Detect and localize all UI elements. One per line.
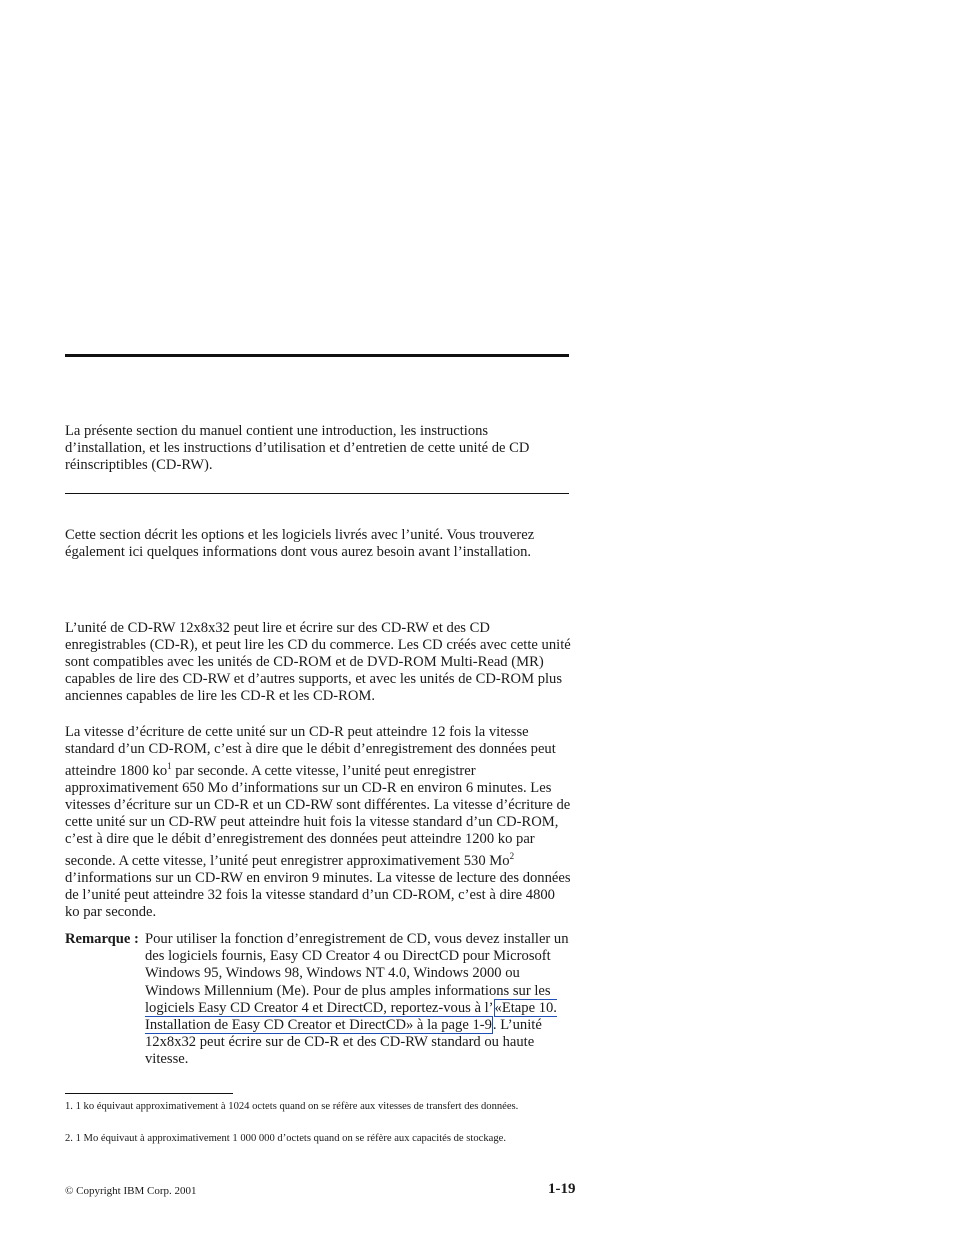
footnote-2: 2. 1 Mo équivaut à approximativement 1 000 000 d’octets quand on se réfère aux capacités de stockage. [65, 1133, 506, 1144]
footnote-1: 1. 1 ko équivaut approximativement à 1024 octets quand on se réfère aux vitesses de transfert des données. [65, 1101, 519, 1112]
write-speed-paragraph [65, 724, 571, 921]
drive-description-paragraph: L’unité de CD-RW 12x8x32 peut lire et écrire sur des CD-RW et des CD enregistrables (CD-R), et peut lire les CD du commerce. Les CD créés avec cette unité sont compatibles avec les unités de CD-ROM et de DVD-ROM Multi-Read (MR) capables de lire des CD-RW et d’autres supports, et avec les unités de CD-ROM plus anciennes capables de lire les CD-R et les CD-ROM. [65, 620, 571, 704]
section-intro-paragraph: Cette section décrit les options et les logiciels livrés avec l’unité. Vous trouverez également ici quelques informations dont vous aurez besoin avant l’installation. [65, 527, 535, 560]
write-speed-text-1: La vitesse d’écriture de cette unité sur un CD-R peut atteindre 12 fois la vitesse standard d’un CD-ROM, c’est à dire que le débit d’enregistrement des données peut atteindre 1800 ko [65, 724, 556, 779]
intro-paragraph: La présente section du manuel contient une introduction, les instructions d’installation, et les instructions d’utilisation et d’entretien de cette unité de CD réinscriptibles (CD-RW). [65, 423, 530, 473]
page-number: 1-19 [548, 1181, 576, 1197]
footnote-ref-2[interactable]: 2 [509, 850, 515, 861]
copyright-notice: © Copyright IBM Corp. 2001 [65, 1185, 197, 1197]
section-divider [65, 493, 569, 494]
note-block [65, 931, 575, 1069]
cross-reference-link[interactable]: «Etape 10. Installation de Easy CD Creator et DirectCD» à la page 1-9 [145, 999, 557, 1034]
note-label: Remarque : [65, 931, 139, 947]
note-text-1: Pour utiliser la fonction d’enregistrement de CD, vous devez installer un des logiciels fournis, Easy CD Creator 4 ou DirectCD pour Microsoft Windows 95, Windows 98, Windows NT 4.0, Windows 2000 ou Windows Millennium (Me). Pour de plus amples informations sur les logiciels Easy CD Creator 4 et DirectCD, reportez-vous à l’ [145, 931, 569, 1016]
footnote-separator [65, 1093, 233, 1094]
footnote-ref-1[interactable]: 1 [167, 761, 172, 771]
chapter-title-rule [65, 354, 569, 357]
write-speed-text-3: d’informations sur un CD-RW en environ 9 minutes. La vitesse de lecture des données de l’unité peut atteindre 32 fois la vitesse standard d’un CD-ROM, c’est à dire 4800 ko par seconde. [65, 869, 571, 920]
note-text-2: . L’unité 12x8x32 peut écrire sur de CD-R et des CD-RW standard ou haute vitesse. [145, 1017, 542, 1068]
note-body [145, 931, 575, 1069]
write-speed-text-2: par seconde. A cette vitesse, l’unité peut enregistrer approximativement 650 Mo d’informations sur un CD-R en environ 6 minutes. Les vitesses d’écriture sur un CD-R et un CD-RW sont différentes. La vitesse d’écriture de cette unité sur un CD-RW peut atteindre huit fois la vitesse standard d’un CD-ROM, c’est à dire que le débit d’enregistrement des données peut atteindre 1200 ko par seconde. A cette vitesse, l’unité peut enregistrer approximativement 530 Mo [65, 762, 571, 869]
